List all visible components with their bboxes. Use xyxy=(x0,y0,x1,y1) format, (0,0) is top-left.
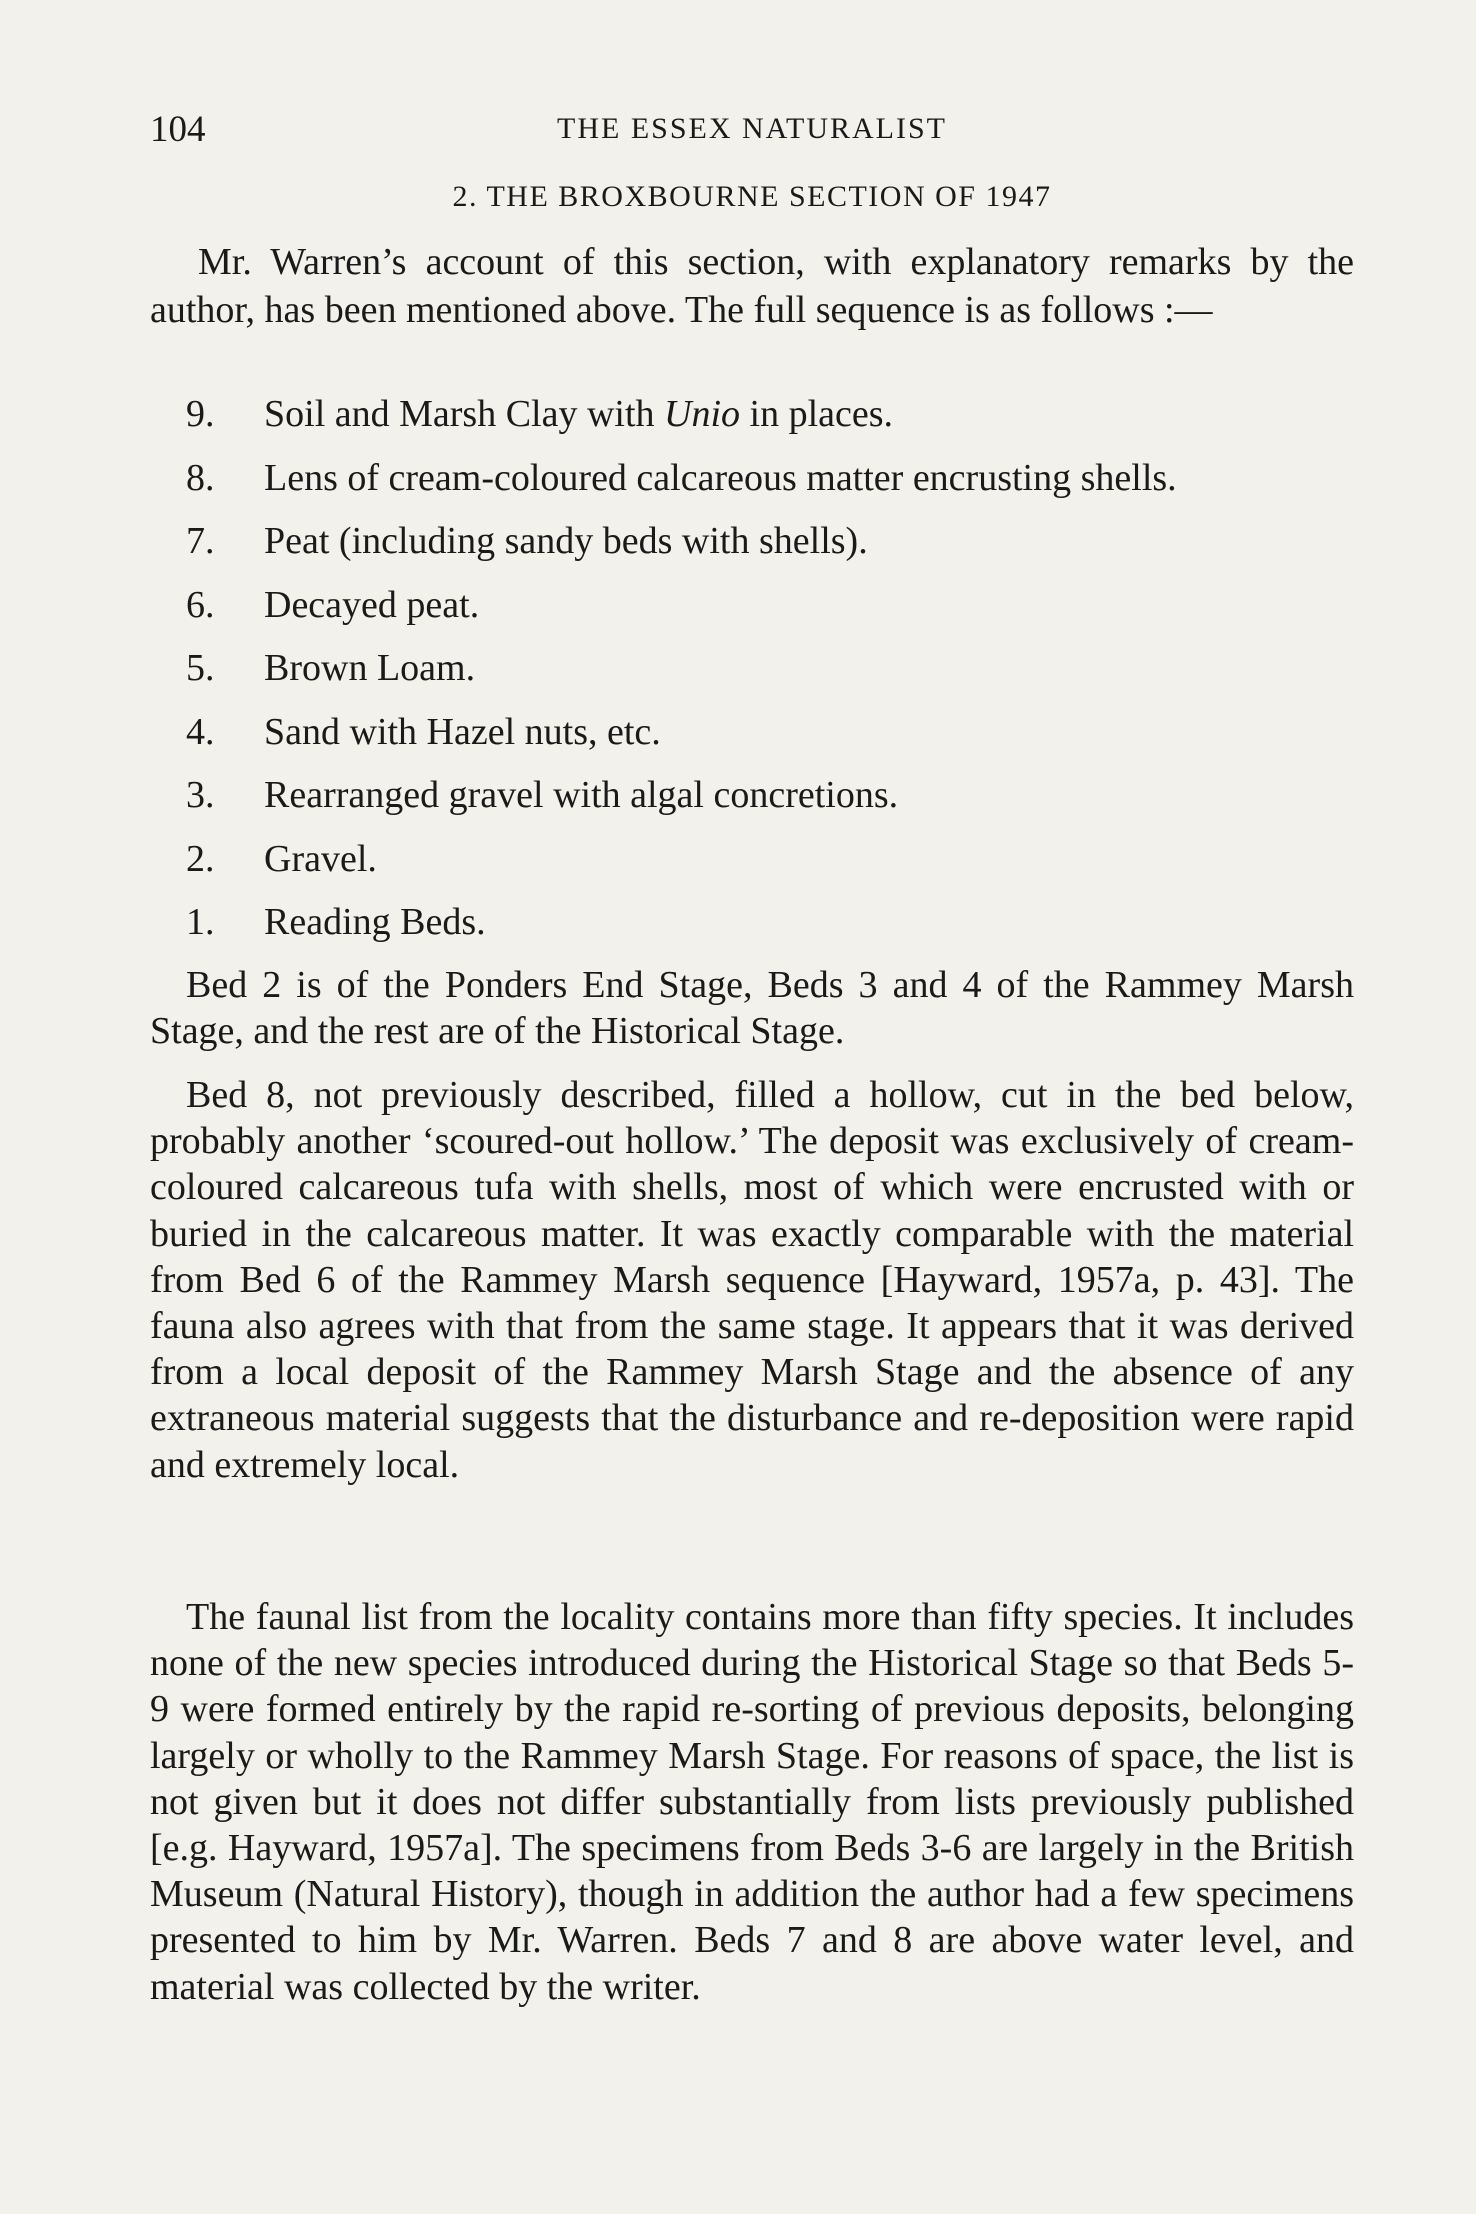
bed-item-7 xyxy=(150,517,1354,565)
bed-description: Peat (including sandy beds with shells). xyxy=(264,520,868,562)
bed-number: 3. xyxy=(186,774,215,816)
bed-number: 8. xyxy=(186,456,215,499)
bed-description: Decayed peat. xyxy=(264,583,480,626)
bed-number: 4. xyxy=(186,710,215,753)
bed-number: 6. xyxy=(186,583,215,626)
bed-item-9 xyxy=(150,390,1354,438)
bed-number: 1. xyxy=(186,901,215,943)
bed-number: 5. xyxy=(186,647,215,689)
bed-number: 9. xyxy=(186,393,215,435)
intro-paragraph: Mr. Warren’s account of this section, with explanatory remarks by the author, has been mentioned above. The full sequence is as follows :— xyxy=(150,241,1354,331)
bed-item-6 xyxy=(150,581,1354,629)
bed-description-italic: Unio xyxy=(664,393,741,435)
bed-description: Lens of cream-coloured calcareous matter encrusting shells. xyxy=(264,456,1177,499)
bed-number: 7. xyxy=(186,520,215,562)
body-paragraph-stages: Bed 2 is of the Ponders End Stage, Beds 3 and 4 of the Rammey Marsh Stage, and the rest are of the Historical Stage. xyxy=(150,964,1354,1053)
bed-item-1 xyxy=(150,898,1354,946)
running-title: THE ESSEX NATURALIST xyxy=(557,112,947,145)
bed-description: Sand with Hazel nuts, etc. xyxy=(264,710,661,753)
bed-description: Reading Beds. xyxy=(264,901,486,943)
section-heading: 2. THE BROXBOURNE SECTION OF 1947 xyxy=(452,180,1052,213)
bed-number: 2. xyxy=(186,837,215,880)
bed-item-4 xyxy=(150,708,1354,756)
body-paragraph-faunal-list: The faunal list from the locality contains more than fifty species. It includes none of the new species introduced during the Historical Stage so that Beds 5-9 were formed entirely by the rapid re-sorting of previous deposits, belonging largely or wholly to the Rammey Marsh Stage. For reasons of space, the list is not given but it does not differ substantially from lists previously published [e.g. Hayward, 1957a]. The specimens from Beds 3-6 are largely in the British Museum (Natural History), though in addition the author had a few specimens presented to him by Mr. Warren. Beds 7 and 8 are above water level, and material was collected by the writer. xyxy=(150,1596,1354,2008)
bed-sequence-list xyxy=(150,390,1354,962)
bed-description: Brown Loam. xyxy=(264,647,476,689)
bed-item-2 xyxy=(150,835,1354,883)
bed-description-end: in places. xyxy=(740,393,894,435)
bed-item-8 xyxy=(150,454,1354,502)
bed-description: Gravel. xyxy=(264,837,377,880)
bed-description: Soil and Marsh Clay with xyxy=(264,393,665,435)
bed-item-5 xyxy=(150,644,1354,692)
page-number: 104 xyxy=(150,109,206,150)
bed-description: Rearranged gravel with algal concretions. xyxy=(264,774,899,816)
bed-item-3 xyxy=(150,771,1354,819)
body-paragraph-bed-8: Bed 8, not previously described, filled a hollow, cut in the bed below, probably another ‘scoured-out hollow.’ The deposit was exclusively of cream-coloured calcareous tufa with shells, most of which were encrusted with or buried in the calcareous matter. It was exactly comparable with the material from Bed 6 of the Rammey Marsh sequence [Hayward, 1957a, p. 43]. The fauna also agrees with that from the same stage. It appears that it was derived from a local deposit of the Rammey Marsh Stage and the absence of any extraneous material suggests that the disturbance and re-deposition were rapid and extremely local. xyxy=(150,1074,1354,1486)
